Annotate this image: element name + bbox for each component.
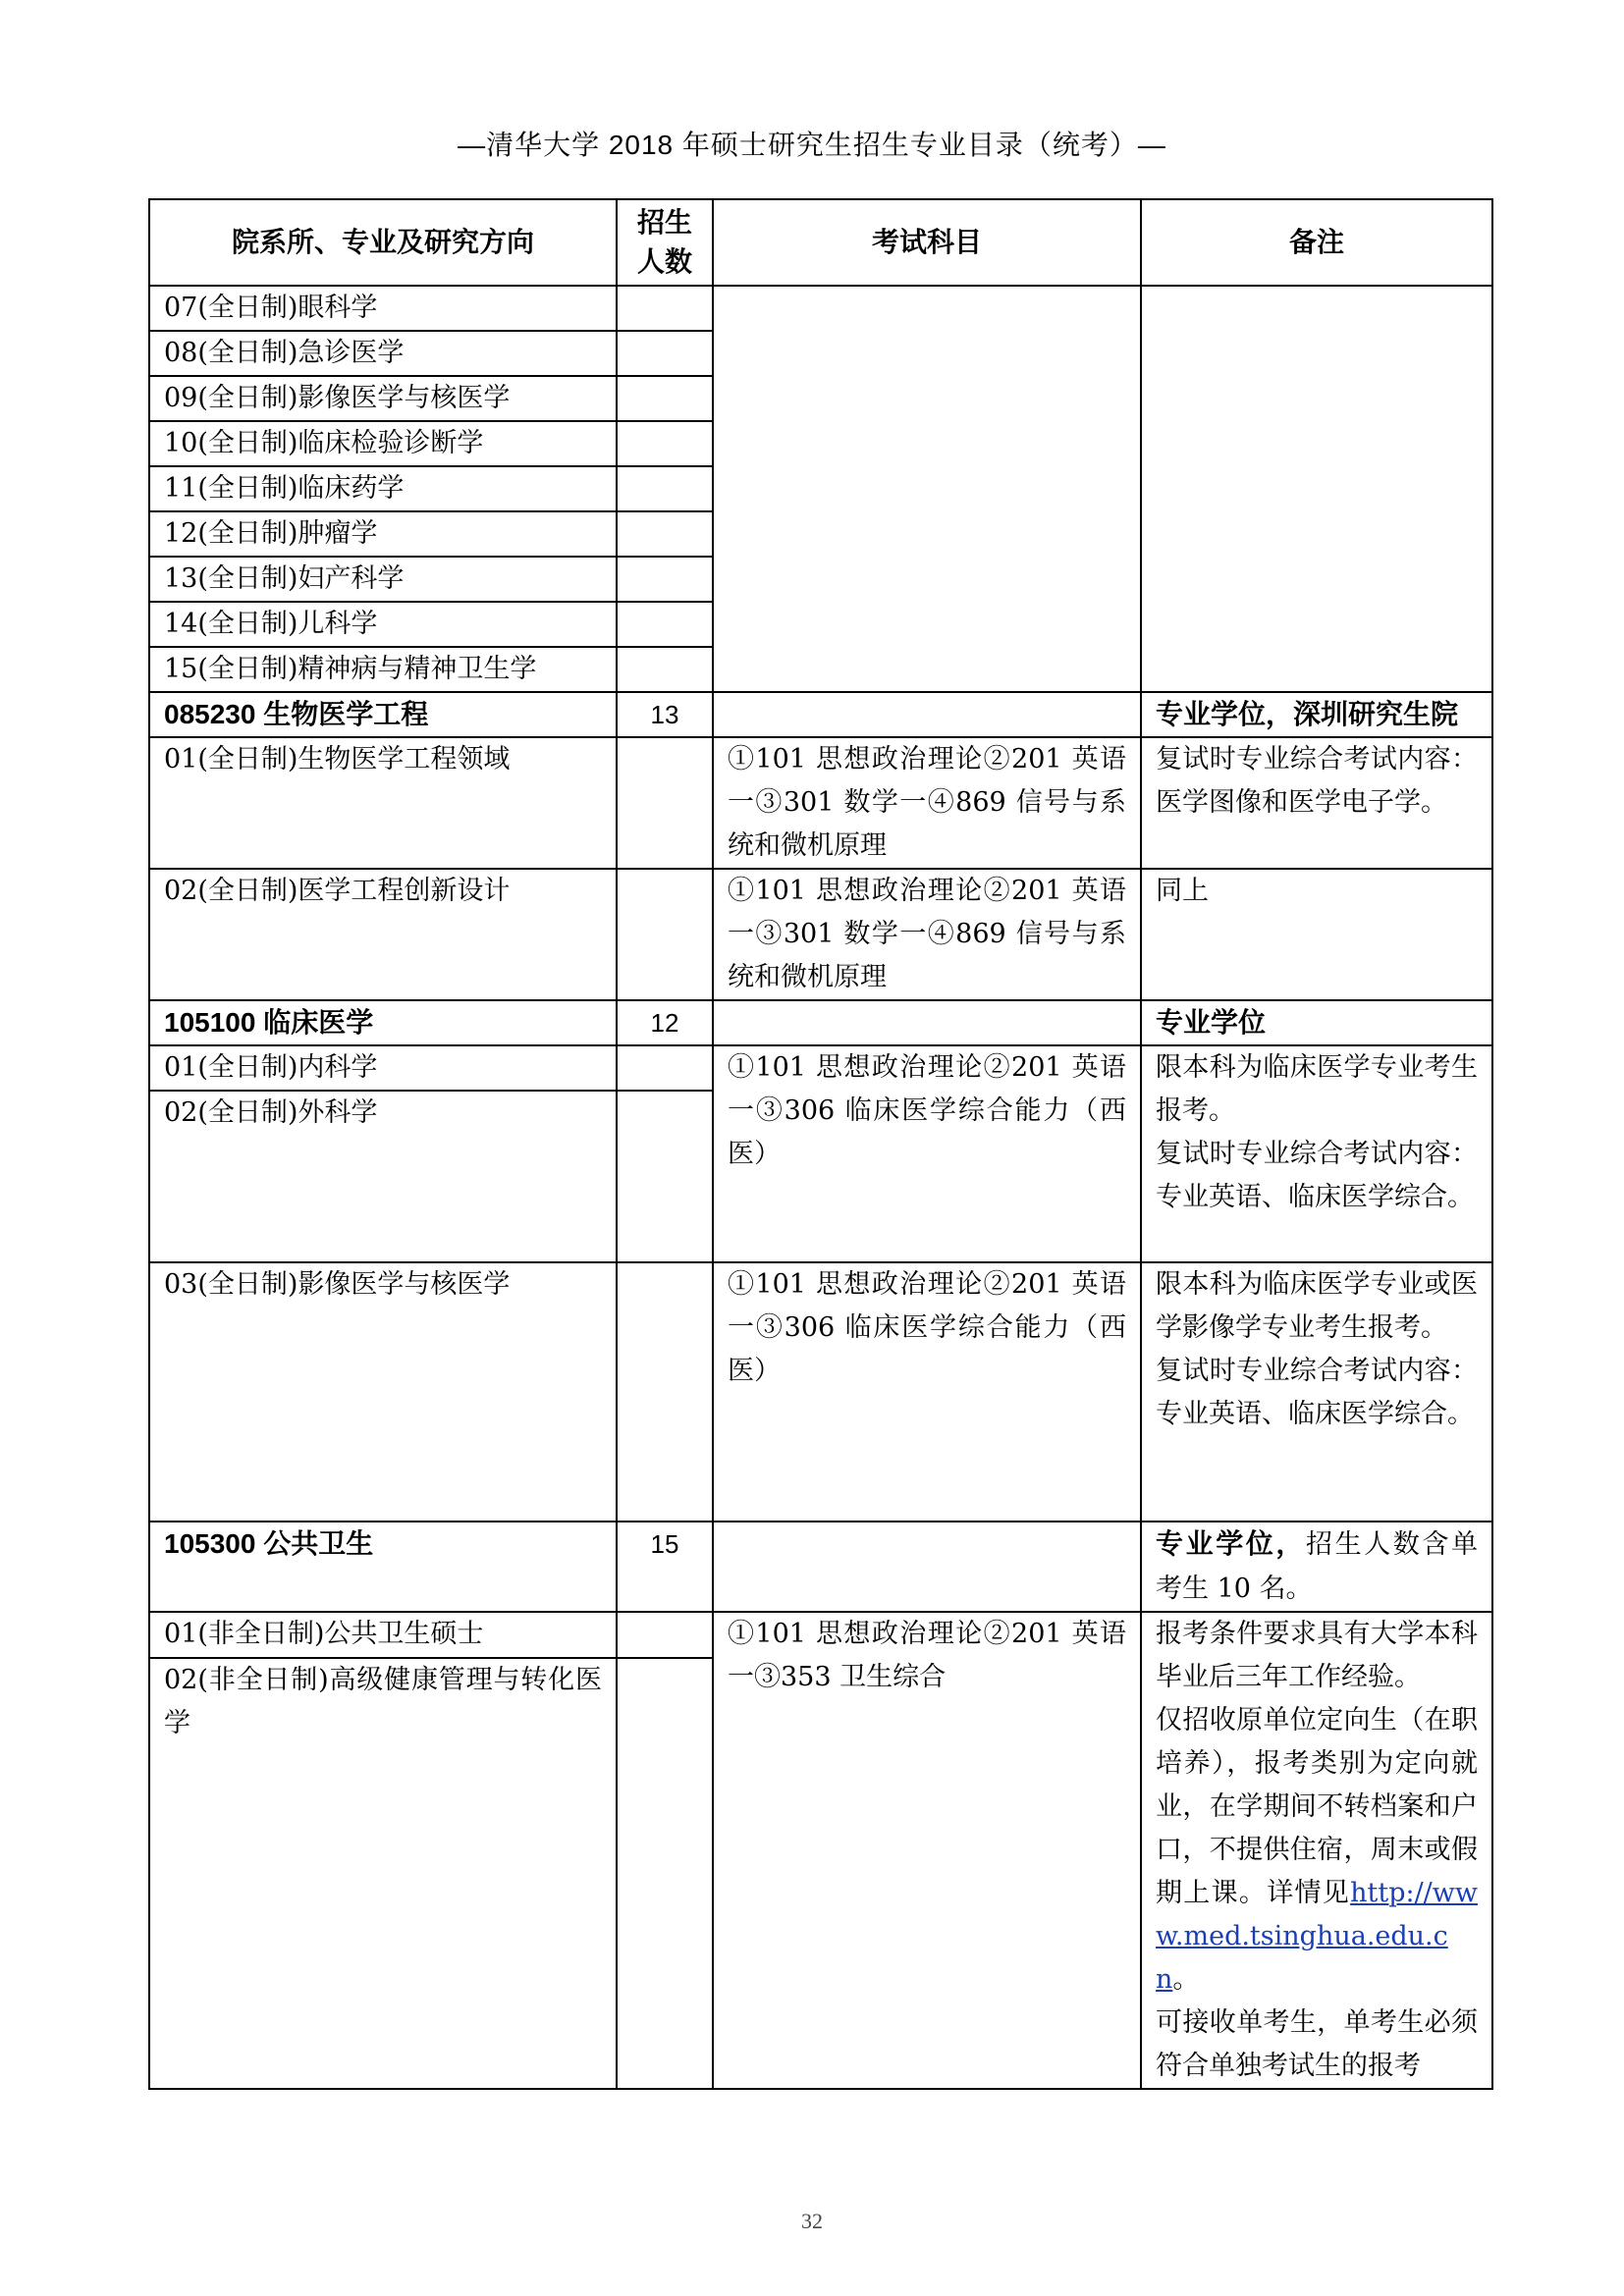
note-paragraph: 限本科为临床医学专业或医学影像学专业考生报考。: [1156, 1269, 1478, 1343]
col-header-count: [617, 199, 713, 286]
count-cell: [617, 421, 713, 466]
count-cell: [617, 602, 713, 647]
col-header-note: 备注: [1141, 199, 1492, 286]
section-note-bold: 专业学位，: [1156, 1528, 1306, 1559]
section-count: 15: [617, 1522, 713, 1612]
direction-cell: 02(全日制)医学工程创新设计: [149, 869, 617, 1000]
count-cell: [617, 286, 713, 331]
section-count: 13: [617, 692, 713, 737]
section-exam-cell: [713, 1522, 1141, 1612]
section-note: [1141, 1522, 1492, 1612]
count-cell: [617, 1658, 713, 2089]
note-cell: 同上: [1141, 869, 1492, 1000]
note-paragraph: 限本科为临床医学专业考生报考。: [1156, 1052, 1478, 1126]
count-cell: [617, 1045, 713, 1091]
table-header-row: [149, 199, 1492, 286]
section-row: [149, 1522, 1492, 1612]
note-cell: [1141, 1612, 1492, 2089]
section-count: 12: [617, 1000, 713, 1045]
direction-cell: 02(非全日制)高级健康管理与转化医学: [149, 1658, 617, 2089]
page-number: 32: [801, 2209, 823, 2233]
section-name: 105100 临床医学: [149, 1000, 617, 1045]
note-paragraph: [1156, 1699, 1478, 2002]
count-cell: [617, 1262, 713, 1522]
count-cell: [617, 376, 713, 421]
website-link[interactable]: http://www.med.tsinghua.edu.cn: [1156, 1878, 1478, 1995]
count-cell: [617, 1091, 713, 1262]
note-cell: 复试时专业综合考试内容：医学图像和医学电子学。: [1141, 737, 1492, 869]
note-text: 。: [1172, 1964, 1200, 1995]
note-cell: [1141, 1045, 1492, 1262]
direction-cell: 11(全日制)临床药学: [149, 466, 617, 511]
direction-cell: 01(全日制)生物医学工程领域: [149, 737, 617, 869]
count-cell: [617, 737, 713, 869]
exam-cell: ①101 思想政治理论②201 英语一③306 临床医学综合能力（西医）: [713, 1262, 1141, 1522]
count-cell: [617, 331, 713, 376]
section-note: 专业学位: [1141, 1000, 1492, 1045]
section-row: [149, 1000, 1492, 1045]
table-row: [149, 1262, 1492, 1522]
count-cell: [617, 557, 713, 602]
direction-cell: 13(全日制)妇产科学: [149, 557, 617, 602]
table-row: [149, 869, 1492, 1000]
section-exam-cell: [713, 692, 1141, 737]
count-cell: [617, 1612, 713, 1658]
direction-cell: 15(全日制)精神病与精神卫生学: [149, 647, 617, 692]
table-row: [149, 286, 1492, 331]
exam-cell: ①101 思想政治理论②201 英语一③306 临床医学综合能力（西医）: [713, 1045, 1141, 1262]
table-row: [149, 737, 1492, 869]
table-row: [149, 1612, 1492, 1658]
exam-cell: ①101 思想政治理论②201 英语一③301 数学一④869 信号与系统和微机原理: [713, 737, 1141, 869]
note-paragraph: 复试时专业综合考试内容：专业英语、临床医学综合。: [1156, 1139, 1478, 1212]
direction-cell: 10(全日制)临床检验诊断学: [149, 421, 617, 466]
direction-cell: 12(全日制)肿瘤学: [149, 511, 617, 557]
section-note-rest: 招生人数含单考生 10 名。: [1156, 1529, 1478, 1604]
table-row: [149, 1045, 1492, 1091]
exam-cell: [713, 286, 1141, 692]
count-cell: [617, 511, 713, 557]
exam-cell: ①101 思想政治理论②201 英语一③353 卫生综合: [713, 1612, 1141, 2089]
direction-cell: 03(全日制)影像医学与核医学: [149, 1262, 617, 1522]
note-paragraph: 报考条件要求具有大学本科毕业后三年工作经验。: [1156, 1619, 1478, 1692]
page-header: —清华大学 2018 年硕士研究生招生专业目录（统考）—: [458, 130, 1166, 160]
exam-cell: ①101 思想政治理论②201 英语一③301 数学一④869 信号与系统和微机原理: [713, 869, 1141, 1000]
count-cell: [617, 869, 713, 1000]
direction-cell: 01(全日制)内科学: [149, 1045, 617, 1091]
note-text: 仅招收原单位定向生（在职培养），报考类别为定向就业，在学期间不转档案和户口，不提供住宿，周末或假期上课。详情见: [1156, 1705, 1478, 1908]
section-note: 专业学位，深圳研究生院: [1141, 692, 1492, 737]
note-cell: [1141, 1262, 1492, 1522]
note-paragraph: 复试时专业综合考试内容：专业英语、临床医学综合。: [1156, 1356, 1478, 1429]
direction-cell: 08(全日制)急诊医学: [149, 331, 617, 376]
section-row: [149, 692, 1492, 737]
col-header-exam: 考试科目: [713, 199, 1141, 286]
section-exam-cell: [713, 1000, 1141, 1045]
section-name: 105300 公共卫生: [149, 1522, 617, 1612]
direction-cell: 01(非全日制)公共卫生硕士: [149, 1612, 617, 1658]
count-cell: [617, 647, 713, 692]
catalog-table: [148, 198, 1493, 2090]
note-cell: [1141, 286, 1492, 692]
col-header-direction: 院系所、专业及研究方向: [149, 199, 617, 286]
col-header-count-text: 招生人数: [636, 207, 692, 277]
count-cell: [617, 466, 713, 511]
note-paragraph: 可接收单考生，单考生必须符合单独考试生的报考: [1156, 2007, 1478, 2081]
direction-cell: 09(全日制)影像医学与核医学: [149, 376, 617, 421]
direction-cell: 07(全日制)眼科学: [149, 286, 617, 331]
direction-cell: 14(全日制)儿科学: [149, 602, 617, 647]
direction-cell: 02(全日制)外科学: [149, 1091, 617, 1262]
section-name: 085230 生物医学工程: [149, 692, 617, 737]
